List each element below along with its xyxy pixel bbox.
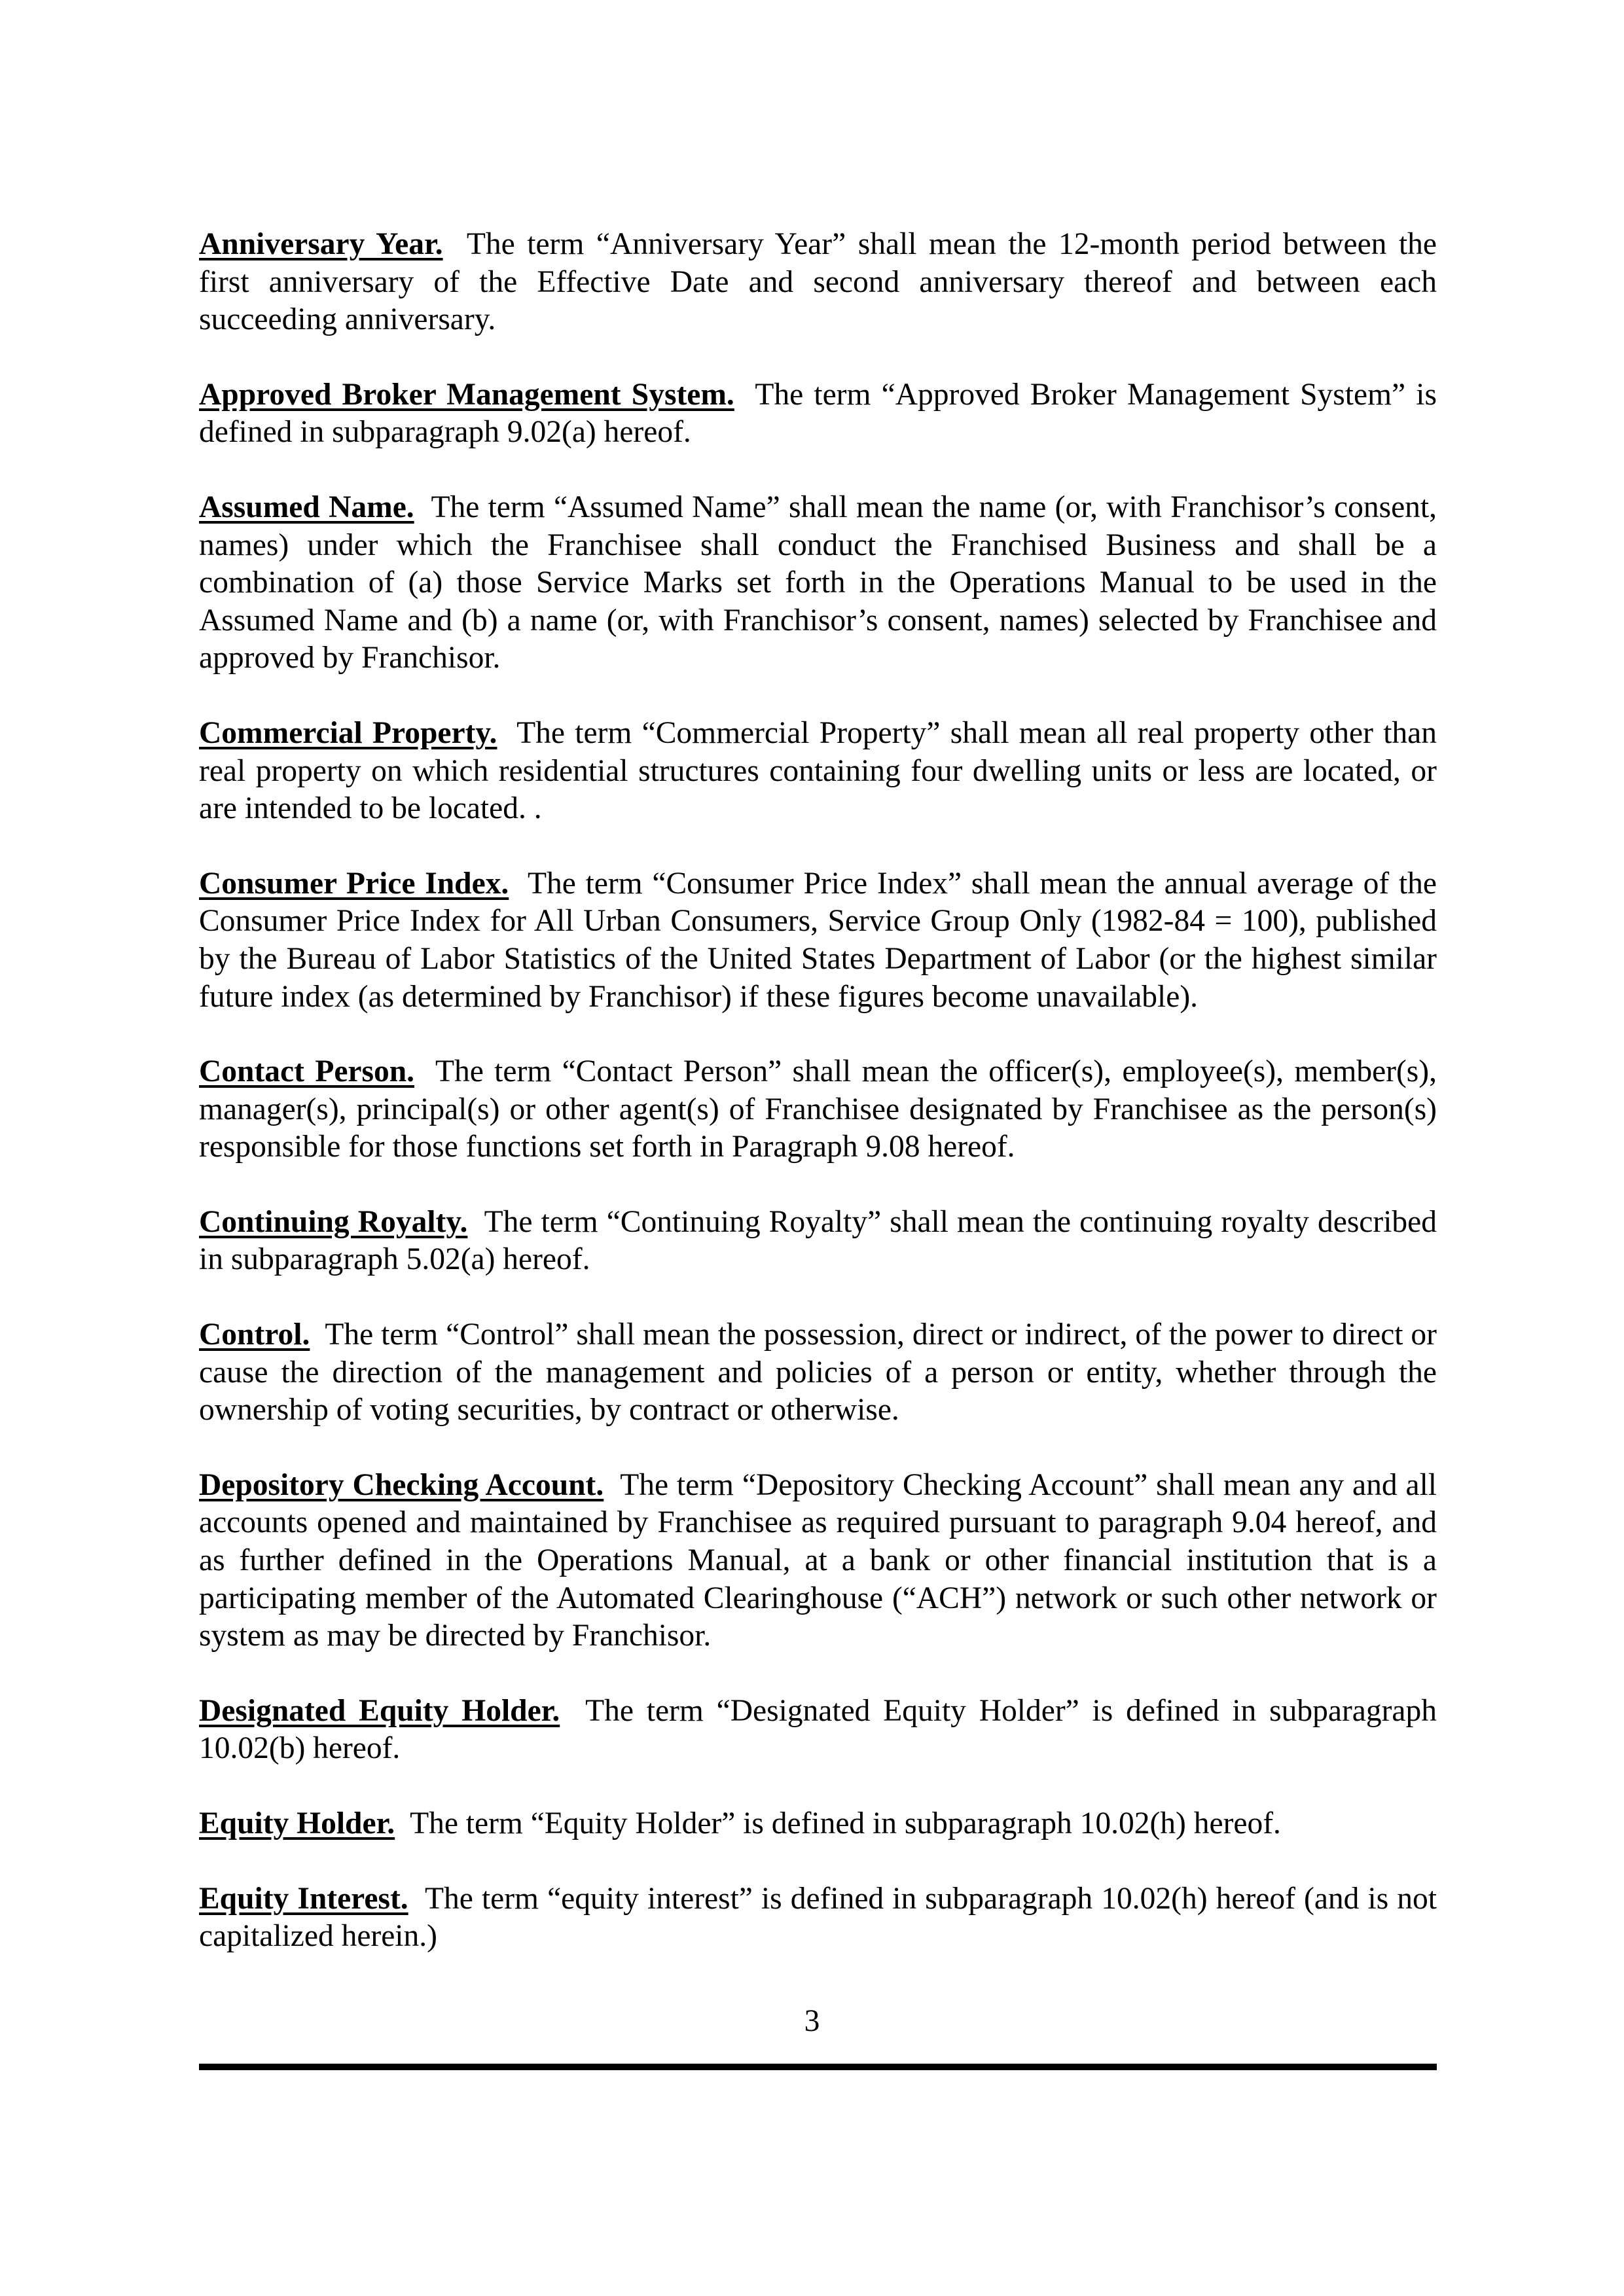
- definition-text: The term “Consumer Price Index” shall mean the annual average of the Consumer Price Index for All Urban Consumers, Service Group Only (1982-84 = 100), published by the Bureau of Labor Statistics of the United States Department of Labor (or the highest similar future index (as determined by Franchisor) if these figures become unavailable).: [199, 866, 1437, 1014]
- definition-depository-checking-account: [199, 1467, 1437, 1655]
- definition-text: The term “Contact Person” shall mean the officer(s), employee(s), member(s), manager(s), principal(s) or other agent(s) of Franchisee designated by Franchisee as the person(s) responsible for those functions set forth in Paragraph 9.08 hereof.: [199, 1054, 1437, 1164]
- definition-term: Equity Interest.: [199, 1881, 408, 1916]
- definition-text: The term “Depository Checking Account” shall mean any and all accounts opened and maintained by Franchisee as required pursuant to paragraph 9.04 hereof, and as further defined in the Operations Manual, at a bank or other financial institution that is a participating member of the Automated Clearinghouse (“ACH”) network or such other network or system as may be directed by Franchisor.: [199, 1467, 1437, 1653]
- definition-text: The term “Anniversary Year” shall mean the 12-month period between the first anniversary of the Effective Date and second anniversary thereof and between each succeeding anniversary.: [199, 227, 1437, 337]
- definition-text: The term “equity interest” is defined in subparagraph 10.02(h) hereof (and is not capitalized herein.): [199, 1881, 1437, 1954]
- definition-approved-broker-management-system: [199, 376, 1437, 452]
- definition-text: The term “Equity Holder” is defined in subparagraph 10.02(h) hereof.: [410, 1806, 1281, 1840]
- definition-anniversary-year: [199, 226, 1437, 339]
- definition-text: The term “Continuing Royalty” shall mean the continuing royalty described in subparagraph 5.02(a) hereof.: [199, 1204, 1437, 1277]
- definition-text: The term “Control” shall mean the possession, direct or indirect, of the power to direct or cause the direction of the management and policies of a person or entity, whether through the ownership of voting securities, by contract or otherwise.: [199, 1318, 1437, 1427]
- definition-equity-holder: [199, 1805, 1437, 1843]
- definition-consumer-price-index: [199, 865, 1437, 1016]
- definition-text: The term “Designated Equity Holder” is defined in subparagraph 10.02(b) hereof.: [199, 1693, 1437, 1766]
- definition-term: Continuing Royalty.: [199, 1204, 468, 1239]
- definition-term: Equity Holder.: [199, 1806, 395, 1840]
- definition-equity-interest: [199, 1880, 1437, 1956]
- definition-continuing-royalty: [199, 1204, 1437, 1279]
- definition-term: Commercial Property.: [199, 715, 497, 750]
- definition-term: Consumer Price Index.: [199, 866, 509, 901]
- definition-term: Depository Checking Account.: [199, 1467, 604, 1502]
- definition-term: Designated Equity Holder.: [199, 1693, 560, 1728]
- definition-term: Control.: [199, 1318, 310, 1352]
- footer-rule: [199, 2064, 1437, 2070]
- definition-text: The term “Approved Broker Management System” is defined in subparagraph 9.02(a) hereof.: [199, 377, 1437, 450]
- page-number: 3: [804, 2004, 820, 2038]
- definition-term: Anniversary Year.: [199, 227, 443, 261]
- definition-term: Assumed Name.: [199, 490, 414, 524]
- definition-contact-person: [199, 1053, 1437, 1166]
- definition-commercial-property: [199, 715, 1437, 828]
- definition-term: Approved Broker Management System.: [199, 377, 734, 412]
- definition-text: The term “Assumed Name” shall mean the name (or, with Franchisor’s consent, names) under which the Franchisee shall conduct the Franchised Business and shall be a combination of (a) those Service Marks set forth in the Operations Manual to be used in the Assumed Name and (b) a name (or, with Franchisor’s consent, names) selected by Franchisee and approved by Franchisor.: [199, 490, 1437, 675]
- definition-control: [199, 1316, 1437, 1429]
- definitions-list: [199, 226, 1437, 1993]
- definition-designated-equity-holder: [199, 1693, 1437, 1768]
- definition-text: The term “Commercial Property” shall mean all real property other than real property on which residential structures containing four dwelling units or less are located, or are intended to be located. .: [199, 715, 1437, 826]
- definition-term: Contact Person.: [199, 1054, 415, 1089]
- definition-assumed-name: [199, 489, 1437, 677]
